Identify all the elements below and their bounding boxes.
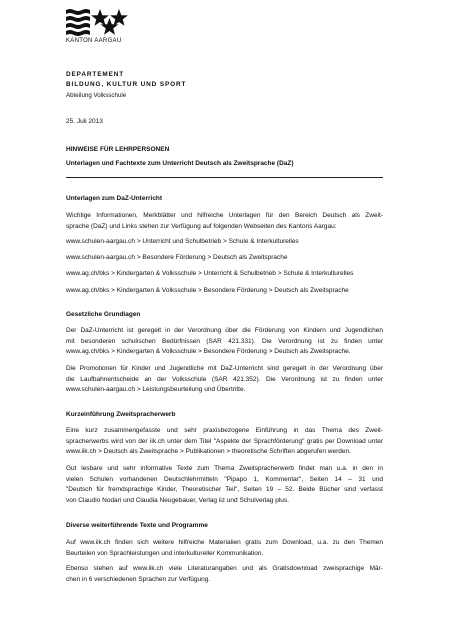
document-title: Unterlagen und Fachtexte zum Unterricht Deutsch als Zweitsprache (DaZ) bbox=[66, 160, 294, 167]
paragraph-line: Die Promotionen für Kinder und Jugendliche mit DaZ-Unterricht sind geregelt in der Verordnung über bbox=[66, 365, 383, 372]
logo-label: KANTON AARGAU bbox=[66, 38, 122, 44]
paragraph-line: sprache (DaZ) und Links stehen zur Verfügung auf folgenden Webseiten des Kantons Aargau: bbox=[66, 222, 337, 230]
section-heading-grundlagen: Gesetzliche Grundlagen bbox=[66, 311, 141, 318]
audience-heading: HINWEISE FÜR LEHRPERSONEN bbox=[66, 146, 170, 153]
paragraph-line: Ebenso stehen auf www.iik.ch viele Literaturangaben und als Gratisdownload zweisprachige Mär- bbox=[66, 565, 383, 572]
paragraph-line: Auf www.iik.ch finden sich weitere hilfreiche Materialien gratis zum Download, u.a. zu den Themen bbox=[66, 539, 383, 546]
paragraph-line: Der DaZ-Unterricht ist geregelt in der Verordnung über die Förderung von Kindern und Jugendlichen bbox=[66, 327, 383, 334]
resource-link[interactable]: www.schulen-aargau.ch > Unterricht und Schulbetrieb > Schule & Interkulturelles bbox=[66, 238, 299, 245]
paragraph-line: mit besonderen schulischen Bedürfnissen (SAR 421.331). Die Verordnung ist zu finden unter bbox=[66, 337, 383, 345]
paragraph bbox=[66, 364, 383, 396]
section-heading-daz-unterricht: Unterlagen zum DaZ-Unterricht bbox=[66, 195, 163, 202]
paragraph-line: vielen Schulen vorhandenen Deutschlehrmitteln "Pipapo 1, Kommentar", Seiten 14 – 31 und bbox=[66, 475, 383, 483]
department-line-1: DEPARTEMENT bbox=[66, 71, 125, 78]
resource-link[interactable]: www.ag.ch/bks > Kindergarten & Volksschule > Unterricht & Schulbetrieb > Schule & Interkulturelles bbox=[66, 270, 354, 277]
paragraph-line: von Claudio Nodari und Claudia Neugebauer, Verlag iiz und Schulverlag plus. bbox=[66, 496, 289, 504]
paragraph-line: die Laufbahnentscheide an der Volksschule (SAR 421.352). Die Verordnung ist zu finden unter bbox=[66, 375, 383, 383]
paragraph bbox=[66, 564, 383, 585]
paragraph-line: Eine kurz zusammengefasste und sehr praxisbezogene Einführung in das Thema des Zweit- bbox=[66, 427, 383, 434]
document-date: 25. Juli 2013 bbox=[66, 118, 103, 125]
resource-link[interactable]: www.schulen-aargau.ch > Besondere Förderung > Deutsch als Zweitsprache bbox=[66, 254, 288, 261]
unit-name: Abteilung Volksschule bbox=[66, 92, 127, 99]
paragraph-line: www.schulen-aargau.ch > Leistungsbeurteilung und Übertritte. bbox=[66, 386, 246, 394]
resource-link[interactable]: www.ag.ch/bks > Kindergarten & Volksschule > Besondere Förderung > Deutsch als Zweitsprache bbox=[66, 287, 349, 294]
title-divider bbox=[66, 177, 383, 178]
paragraph bbox=[66, 326, 383, 358]
paragraph-line: Wichtige Informationen, Merkblätter und hilfreiche Unterlagen für den Bereich Deutsch als Zweit- bbox=[66, 212, 383, 219]
section-heading-weiterfuehrende-texte: Diverse weiterführende Texte und Programme bbox=[66, 522, 208, 529]
paragraph-line: Gut lesbare und sehr informative Texte zum Thema Zweitspracherwerb findet man u.a. in den in bbox=[66, 465, 383, 472]
paragraph-line: www.iik.ch > Deutsch als Zweitsprache > Publikationen > theoretische Schriften abgerufen werden. bbox=[66, 448, 351, 456]
paragraph-line: spracherwerbs wird von der iik.ch unter dem Titel "Aspekte der Sprachförderung" gratis per Download unter bbox=[66, 437, 383, 445]
kanton-aargau-logo bbox=[66, 8, 156, 48]
paragraph-line: chen in 6 verschiedenen Sprachen zur Verfügung. bbox=[66, 575, 211, 583]
paragraph bbox=[66, 538, 383, 559]
aargau-waves-stars-icon bbox=[66, 8, 128, 36]
department-line-2: BILDUNG, KULTUR UND SPORT bbox=[66, 81, 187, 88]
paragraph bbox=[66, 426, 383, 458]
paragraph bbox=[66, 464, 383, 506]
section-heading-zweitspracherwerb: Kurzeinführung Zweitspracherwerb bbox=[66, 411, 176, 418]
paragraph bbox=[66, 211, 383, 232]
paragraph-line: www.ag.ch/bks > Kindergarten & Volksschule > Besondere Förderung > Deutsch als Zweitsprache. bbox=[66, 348, 351, 356]
paragraph-line: "Deutsch für fremdsprachige Kinder, Theoretischer Teil", Seiten 19 – 52. Beide Bücher sind verfasst bbox=[66, 486, 383, 494]
paragraph-line: Beurteilen von Sprachleistungen und interkultureller Kommunikation. bbox=[66, 549, 264, 557]
